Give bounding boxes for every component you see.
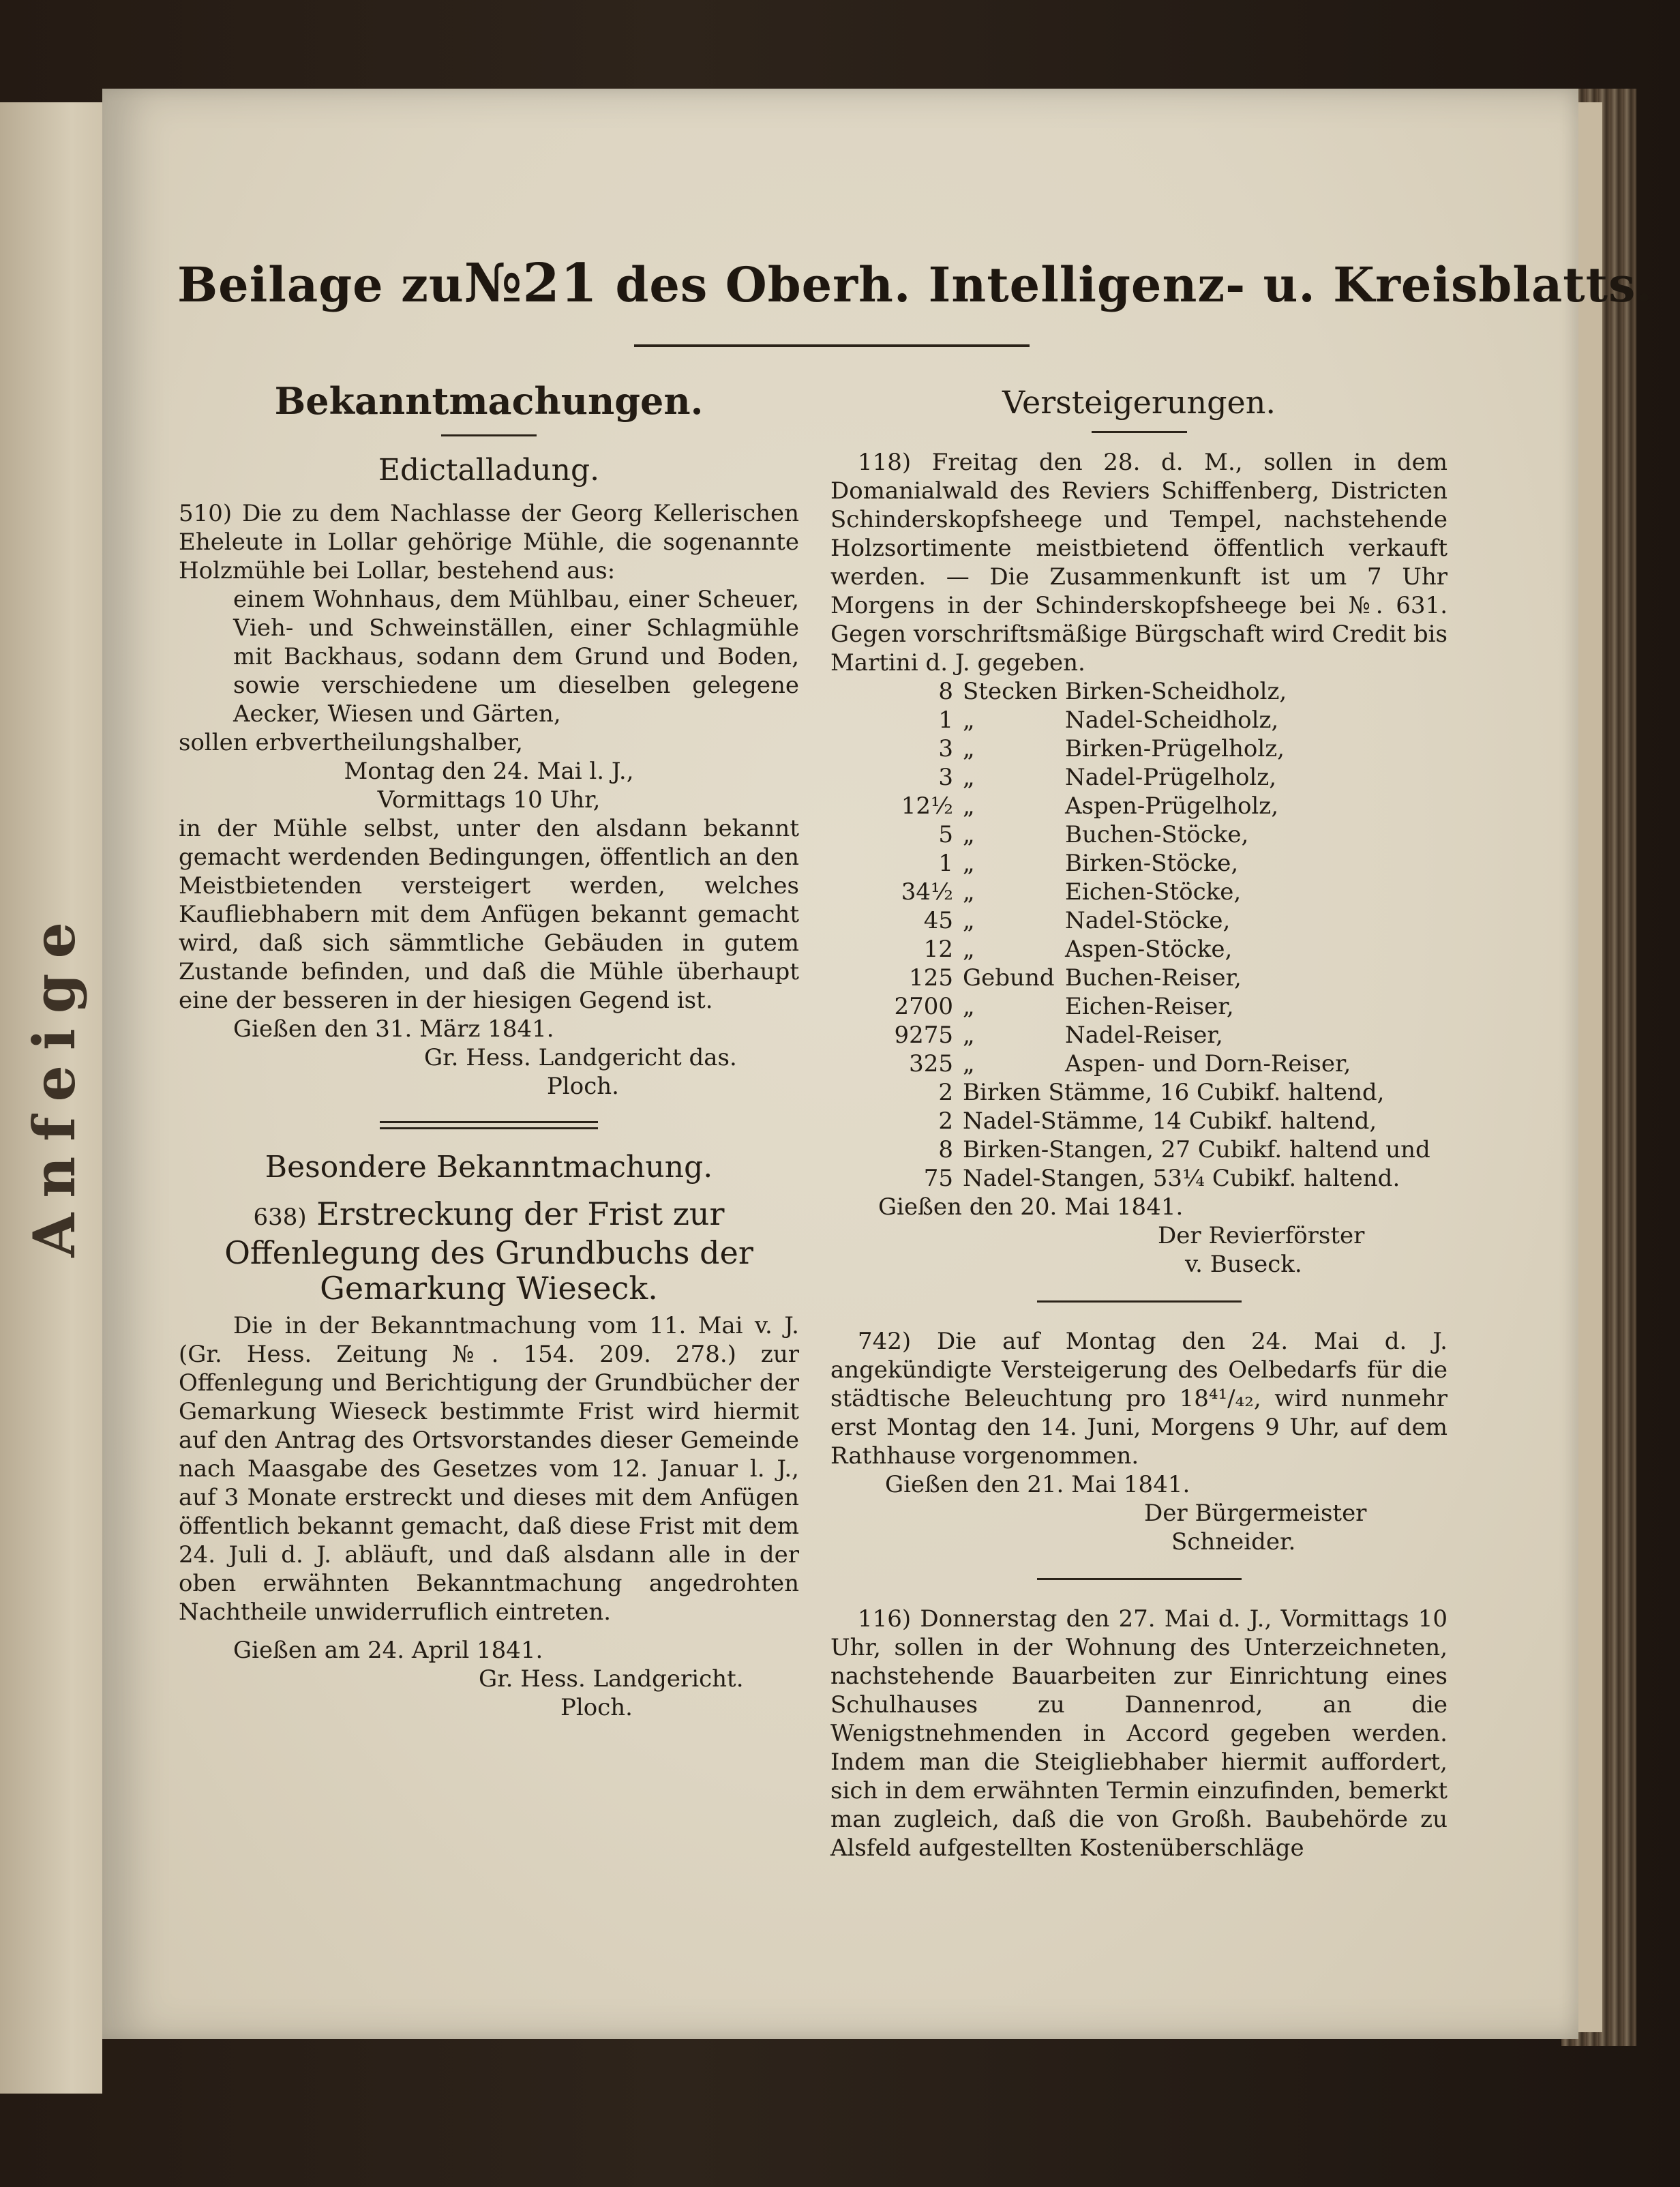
auction-item-row xyxy=(858,763,1351,792)
item-quantity: 3 xyxy=(938,764,953,791)
item-description: Aspen- und Dorn-Reiser, xyxy=(1065,1050,1351,1077)
auction-item-row xyxy=(858,1164,1430,1193)
auction-paragraph: 118) Freitag den 28. d. M., sollen in dem Domanialwald des Reviers Schiffenberg, Districten Schinderskopfsheege und Tempel, nachstehende Holzsortimente meistbietend öffentlich verkauft werden. — Die Zusammenkunft ist um 7 Uhr Morgens in der Schinderskopfsheege bei №. 631. Gegen vorschriftsmäßige Bürgschaft wird Credit bis Martini d. J. gegeben. xyxy=(830,449,1448,676)
notice-paragraph: Die in der Bekanntmachung vom 11. Mai v. J. (Gr. Hess. Zeitung №. 154. 209. 278.) zur Offenlegung und Berichtigung der Grundbücher der Gemarkung Wieseck bestimmte Frist wird hiermit auf den Antrag des Ortsvorstandes dieser Gemeinde nach Maasgabe des Gesetzes vom 12. Januar l. J., auf 3 Monate erstreckt und dieses mit dem Anfügen öffentlich bekannt gemacht, daß diese Frist mit dem 24. Juli d. J. abläuft, und daß alsdann alle in der oben erwähnten Bekanntmachung angedrohten Nachtheile unwiderruflich eintreten. xyxy=(179,1312,799,1626)
auction-item-row xyxy=(858,1107,1430,1135)
title-number: №21 xyxy=(464,252,599,314)
item-quantity: 12 xyxy=(923,936,953,963)
item-unit: „ xyxy=(963,735,975,762)
item-quantity: 8 xyxy=(938,678,953,705)
notice-big-heading xyxy=(179,1196,799,1306)
auction-paragraph: 116) Donnerstag den 27. Mai d. J., Vormittags 10 Uhr, sollen in der Wohnung des Unterzeichneten, nachstehende Bauarbeiten zur Einrichtung eines Schulhauses zu Dannenrod, an die Wenigstnehmenden in Accord gegeben werden. Indem man die Steigliebhaber hiermit auffordert, sich in dem erwähnten Termin einzufinden, bemerkt man zugleich, daß die von Großh. Baubehörde zu Alsfeld aufgestellten Kostenüberschläge xyxy=(830,1605,1448,1862)
item-quantity: 1 xyxy=(938,706,953,734)
divider xyxy=(441,434,537,436)
divider xyxy=(1037,1578,1242,1580)
auction-item-row xyxy=(858,677,1351,706)
auction-signer: Der Bürgermeister xyxy=(1144,1500,1367,1527)
item-unit: Stecken xyxy=(963,678,1058,705)
item-quantity: 325 xyxy=(909,1050,953,1077)
notice-date-line: Montag den 24. Mai l. J., xyxy=(344,758,634,785)
item-unit: „ xyxy=(963,764,975,791)
auction-item-row xyxy=(858,1021,1351,1050)
auction-signer: Der Revierförster xyxy=(1158,1222,1365,1249)
auction-item-row xyxy=(858,734,1351,763)
auction-item-row xyxy=(858,1078,1430,1107)
item-quantity: 12½ xyxy=(901,792,953,820)
auction-item-row xyxy=(858,1135,1430,1164)
item-quantity: 9275 xyxy=(894,1022,953,1049)
auction-signer-name: Schneider. xyxy=(1171,1528,1296,1556)
item-quantity: 5 xyxy=(938,821,953,848)
notice-paragraph: einem Wohnhaus, dem Mühlbau, einer Scheuer, Vieh- und Schweinställen, einer Schlagmühle mit Backhaus, sodann dem Grund und Boden, sowie verschiedene um dieselben gelegene Aecker, Wiesen und Gärten, xyxy=(233,586,799,728)
left-page-edge xyxy=(0,102,102,2094)
notice-signer: Gr. Hess. Landgericht. xyxy=(479,1665,744,1693)
item-quantity: 2 xyxy=(938,1079,953,1106)
auction-item-row xyxy=(858,706,1351,734)
notice-paragraph: in der Mühle selbst, unter den alsdann bekannt gemacht werdenden Bedingungen, öffentlich an den Meistbietenden versteigert werden, welches Kaufliebhabern mit dem Anfügen bekannt gemacht wird, daß sich sämmtliche Gebäuden in gutem Zustande befinden, und daß die Mühle überhaupt eine der besseren in der hiesigen Gegend ist. xyxy=(179,815,799,1014)
item-description: Eichen-Stöcke, xyxy=(1065,878,1242,906)
item-description: Nadel-Scheidholz, xyxy=(1065,706,1279,734)
right-column xyxy=(830,382,1448,1862)
item-unit: „ xyxy=(963,850,975,877)
left-page-fragment: Anfeige xyxy=(20,907,88,1258)
item-description: Birken-Prügelholz, xyxy=(1065,735,1285,762)
item-unit: „ xyxy=(963,907,975,934)
item-description: Buchen-Stöcke, xyxy=(1065,821,1249,848)
auction-item-row xyxy=(858,906,1351,935)
notice-paragraph: 510) Die zu dem Nachlasse der Georg Kellerischen Eheleute in Lollar gehörige Mühle, die sogenannte Holzmühle bei Lollar, bestehend aus: xyxy=(179,500,799,584)
item-quantity: 1 xyxy=(938,850,953,877)
auction-item-row xyxy=(858,820,1351,849)
title-rule xyxy=(634,344,1030,347)
item-description: Birken Stämme, 16 Cubikf. haltend, xyxy=(963,1079,1385,1106)
notice-date: Gießen am 24. April 1841. xyxy=(233,1637,543,1664)
item-quantity: 2 xyxy=(938,1107,953,1135)
item-description: Nadel-Stämme, 14 Cubikf. haltend, xyxy=(963,1107,1377,1135)
auction-signer-name: v. Buseck. xyxy=(1185,1251,1302,1278)
notice-time-line: Vormittags 10 Uhr, xyxy=(377,786,601,814)
auction-item-row xyxy=(858,1050,1351,1078)
item-description: Birken-Stöcke, xyxy=(1065,850,1239,877)
section-title-bekanntmachungen: Bekanntmachungen. xyxy=(274,379,704,423)
title-prefix: Beilage zu xyxy=(177,256,464,313)
item-description: Birken-Scheidholz, xyxy=(1065,678,1287,705)
auction-paragraph: 742) Die auf Montag den 24. Mai d. J. angekündigte Versteigerung des Oelbedarfs für die städtische Beleuchtung pro 18⁴¹/₄₂, wird nunmehr erst Montag den 14. Juni, Morgens 9 Uhr, auf dem Rathhause vorgenommen. xyxy=(830,1328,1448,1470)
page-title xyxy=(177,252,1653,314)
item-quantity: 8 xyxy=(938,1136,953,1163)
divider xyxy=(1092,431,1187,433)
notice-paragraph: sollen erbvertheilungshalber, xyxy=(179,729,523,756)
auction-item-row xyxy=(858,792,1351,820)
item-description: Birken-Stangen, 27 Cubikf. haltend und xyxy=(963,1136,1430,1163)
auction-item-row xyxy=(858,935,1351,964)
auction-items-table-2 xyxy=(858,1078,1430,1193)
item-unit: „ xyxy=(963,1022,975,1049)
notice-heading: Edictalladung. xyxy=(378,453,600,488)
notice-signer-name: Ploch. xyxy=(560,1694,633,1721)
item-description: Aspen-Stöcke, xyxy=(1065,936,1233,963)
item-quantity: 125 xyxy=(909,964,953,992)
title-suffix: des Oberh. Intelligenz- u. Kreisblatts. xyxy=(615,256,1653,313)
item-unit: „ xyxy=(963,1050,975,1077)
item-description: Aspen-Prügelholz, xyxy=(1065,792,1279,820)
notice-date: Gießen den 31. März 1841. xyxy=(233,1015,554,1043)
item-quantity: 3 xyxy=(938,735,953,762)
item-unit: „ xyxy=(963,792,975,820)
item-quantity: 34½ xyxy=(901,878,953,906)
item-unit: „ xyxy=(963,706,975,734)
notice-number: 638) xyxy=(253,1204,307,1231)
item-quantity: 45 xyxy=(923,907,953,934)
divider xyxy=(1037,1300,1242,1303)
left-column xyxy=(179,372,799,1722)
auction-item-row xyxy=(858,992,1351,1021)
auction-item-row xyxy=(858,849,1351,878)
notice-signer: Gr. Hess. Landgericht das. xyxy=(424,1044,737,1071)
item-description: Eichen-Reiser, xyxy=(1065,993,1234,1020)
item-description: Nadel-Stangen, 53¼ Cubikf. haltend. xyxy=(963,1165,1400,1192)
notice-signer-name: Ploch. xyxy=(547,1073,619,1100)
item-description: Nadel-Prügelholz, xyxy=(1065,764,1277,791)
item-description: Buchen-Reiser, xyxy=(1065,964,1242,992)
notice-heading: Besondere Bekanntmachung. xyxy=(265,1150,713,1185)
item-description: Nadel-Reiser, xyxy=(1065,1022,1223,1049)
auction-items-table xyxy=(858,677,1351,1078)
item-quantity: 2700 xyxy=(894,993,953,1020)
auction-item-row xyxy=(858,878,1351,906)
item-unit: „ xyxy=(963,936,975,963)
auction-date: Gießen den 21. Mai 1841. xyxy=(885,1471,1190,1498)
item-unit: Gebund xyxy=(963,964,1055,992)
notice-big-heading-text: Erstreckung der Frist zur Offenlegung des Grundbuchs der Gemarkung Wieseck. xyxy=(224,1195,753,1307)
item-quantity: 75 xyxy=(923,1165,953,1192)
auction-date: Gießen den 20. Mai 1841. xyxy=(878,1193,1184,1221)
item-description: Nadel-Stöcke, xyxy=(1065,907,1231,934)
item-unit: „ xyxy=(963,993,975,1020)
item-unit: „ xyxy=(963,821,975,848)
item-unit: „ xyxy=(963,878,975,906)
page-stack xyxy=(1575,102,1602,2032)
auction-item-row xyxy=(858,964,1351,992)
double-divider xyxy=(380,1121,598,1129)
section-title-versteigerungen: Versteigerungen. xyxy=(1002,384,1276,421)
